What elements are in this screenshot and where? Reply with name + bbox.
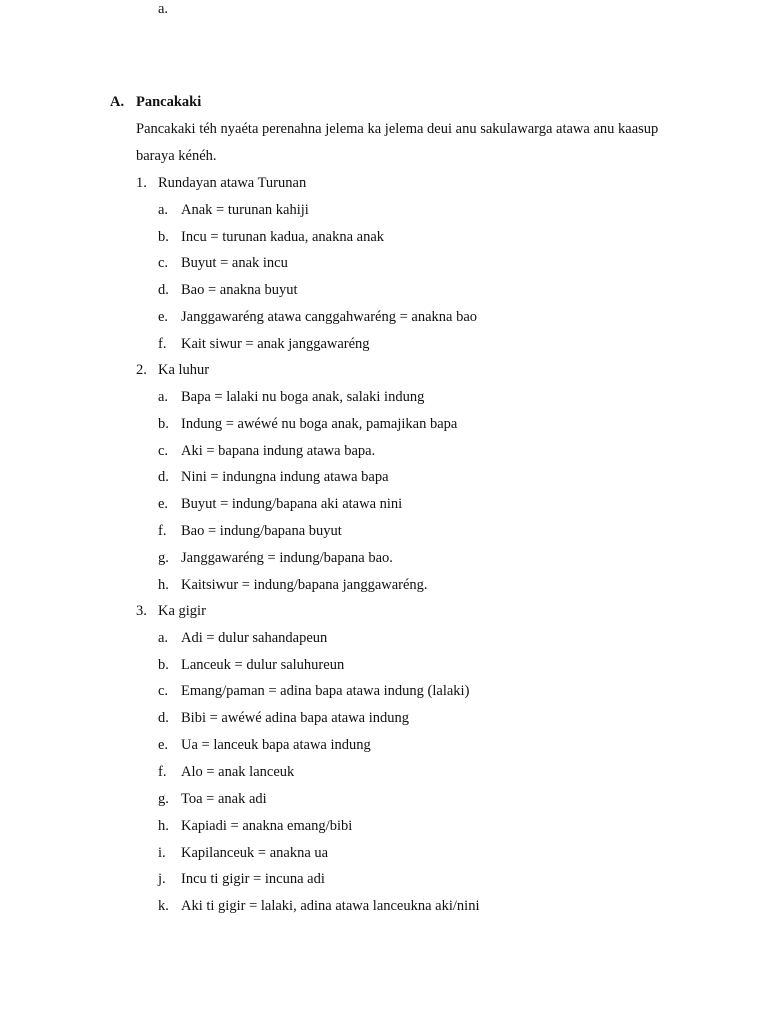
group-number: 2. <box>136 362 147 378</box>
item-letter: c. <box>158 683 169 699</box>
group-number: 3. <box>136 603 147 619</box>
list-item: Kapilanceuk = anakna ua <box>181 845 329 861</box>
item-letter: e. <box>158 496 169 512</box>
item-letter: f. <box>158 336 167 352</box>
list-item: Kaitsiwur = indung/bapana janggawaréng. <box>181 577 428 593</box>
item-letter: b. <box>158 229 169 245</box>
item-letter: d. <box>158 282 169 298</box>
item-letter: e. <box>158 309 169 325</box>
intro-line-2: baraya kénéh. <box>136 148 217 164</box>
list-item: Emang/paman = adina bapa atawa indung (lalaki) <box>181 683 470 699</box>
list-item: Janggawaréng atawa canggahwaréng = anakna bao <box>181 309 478 325</box>
item-letter: d. <box>158 469 169 485</box>
item-letter: d. <box>158 710 169 726</box>
group-title: Rundayan atawa Turunan <box>158 175 307 191</box>
item-letter: g. <box>158 791 169 807</box>
item-letter: k. <box>158 898 169 914</box>
list-item: Bapa = lalaki nu boga anak, salaki indung <box>181 389 425 405</box>
list-item: Ua = lanceuk bapa atawa indung <box>181 737 371 753</box>
list-item: Bao = anakna buyut <box>181 282 298 298</box>
intro-line-1: Pancakaki téh nyaéta perenahna jelema ka jelema deui anu sakulawarga atawa anu kaasup <box>136 121 659 137</box>
list-item: Bao = indung/bapana buyut <box>181 523 342 539</box>
group-title: Ka gigir <box>158 603 206 619</box>
list-item: Aki ti gigir = lalaki, adina atawa lanceukna aki/nini <box>181 898 480 914</box>
list-item: Alo = anak lanceuk <box>181 764 295 780</box>
section-title: Pancakaki <box>136 94 202 110</box>
list-item: Janggawaréng = indung/bapana bao. <box>181 550 393 566</box>
item-letter: f. <box>158 523 167 539</box>
list-item: Aki = bapana indung atawa bapa. <box>181 443 376 459</box>
list-item: Adi = dulur sahandapeun <box>181 630 328 646</box>
list-item: Bibi = awéwé adina bapa atawa indung <box>181 710 410 726</box>
item-letter: a. <box>158 1 169 17</box>
list-item: Indung = awéwé nu boga anak, pamajikan bapa <box>181 416 458 432</box>
item-letter: j. <box>158 871 166 887</box>
list-item: Kapiadi = anakna emang/bibi <box>181 818 353 834</box>
list-item: Buyut = anak incu <box>181 255 288 271</box>
list-item: Kait siwur = anak janggawaréng <box>181 336 370 352</box>
item-letter: a. <box>158 630 169 646</box>
list-item: Anak = turunan kahiji <box>181 202 309 218</box>
list-item: Buyut = indung/bapana aki atawa nini <box>181 496 403 512</box>
item-letter: c. <box>158 443 169 459</box>
list-item: Incu ti gigir = incuna adi <box>181 871 325 887</box>
item-letter: a. <box>158 389 169 405</box>
item-letter: c. <box>158 255 169 271</box>
item-letter: a. <box>158 202 169 218</box>
item-letter: i. <box>158 845 166 861</box>
item-letter: b. <box>158 416 169 432</box>
item-letter: g. <box>158 550 169 566</box>
group-number: 1. <box>136 175 147 191</box>
list-item: Incu = turunan kadua, anakna anak <box>181 229 385 245</box>
item-letter: h. <box>158 577 169 593</box>
list-item: Lanceuk = dulur saluhureun <box>181 657 345 673</box>
list-item: Toa = anak adi <box>181 791 267 807</box>
item-letter: h. <box>158 818 169 834</box>
item-letter: e. <box>158 737 169 753</box>
item-letter: f. <box>158 764 167 780</box>
group-title: Ka luhur <box>158 362 210 378</box>
section-marker: A. <box>110 94 125 110</box>
item-letter: b. <box>158 657 169 673</box>
list-item: Nini = indungna indung atawa bapa <box>181 469 389 485</box>
